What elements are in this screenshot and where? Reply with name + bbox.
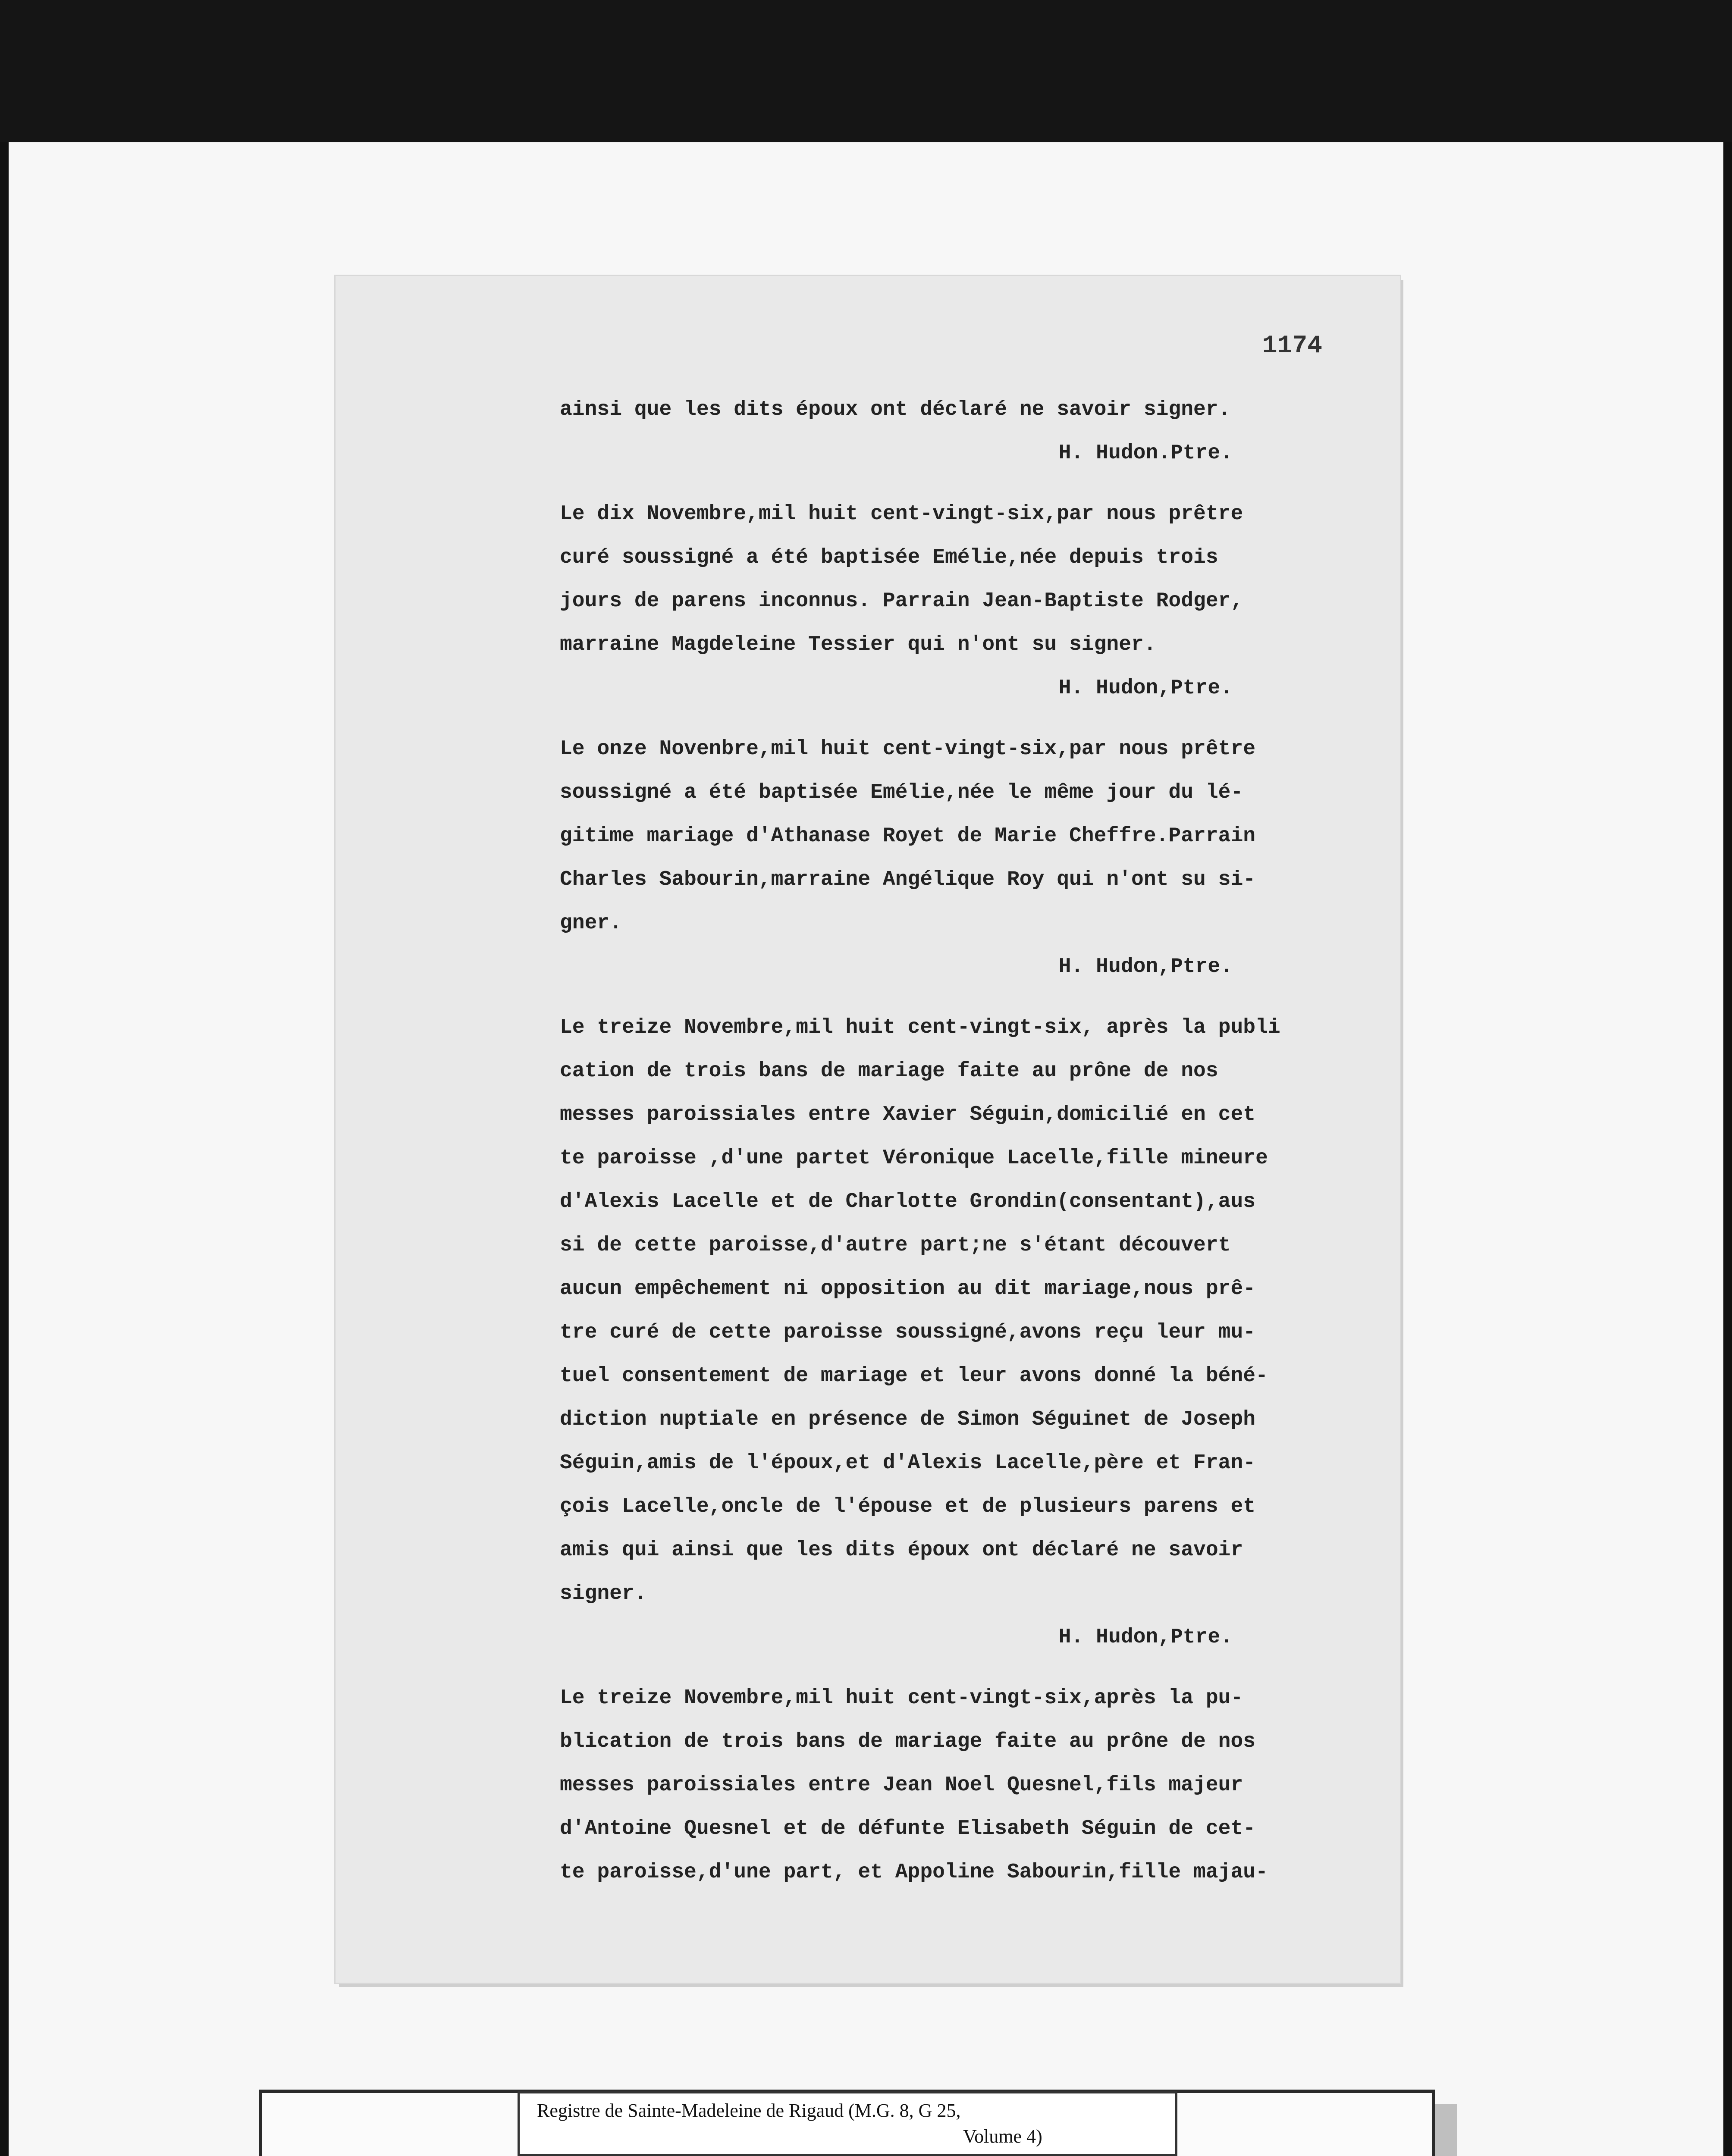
entry-text-line: d'Antoine Quesnel et de défunte Elisabeth Séguin de cet-	[560, 1817, 1256, 1840]
entry-text-line: si de cette paroisse,d'autre part;ne s'étant découvert	[560, 1234, 1231, 1257]
entry-gap	[560, 989, 1332, 1006]
entry-text-line: tre curé de cette paroisse soussigné,avons reçu leur mu-	[560, 1321, 1256, 1344]
entry-text-line: soussigné a été baptisée Emélie,née le même jour du lé-	[560, 781, 1243, 804]
register-page	[336, 276, 1400, 1983]
entry-text-line: Le onze Novenbre,mil huit cent-vingt-six,par nous prêtre	[560, 737, 1256, 761]
entry-text-line: messes paroissiales entre Jean Noel Quesnel,fils majeur	[560, 1774, 1243, 1797]
entry-text-line: ainsi que les dits époux ont déclaré ne savoir signer.	[560, 398, 1231, 421]
entry-gap	[560, 1659, 1332, 1677]
entry-text-line: d'Alexis Lacelle et de Charlotte Grondin(consentant),aus	[560, 1190, 1256, 1213]
entry-text-line: te paroisse,d'une part, et Appoline Sabourin,fille majau-	[560, 1861, 1268, 1884]
card-shadow	[1435, 2104, 1457, 2156]
signature-line: H. Hudon,Ptre.	[1058, 677, 1233, 700]
entry-text-line: çois Lacelle,oncle de l'épouse et de plusieurs parens et	[560, 1495, 1256, 1518]
entry-text-line: aucun empêchement ni opposition au dit mariage,nous prê-	[560, 1277, 1256, 1300]
entry-text-line: signer.	[560, 1582, 647, 1605]
mount-right-edge	[1723, 142, 1732, 2156]
entry-text-line: Le dix Novembre,mil huit cent-vingt-six,par nous prêtre	[560, 502, 1243, 526]
entry-text-line: Le treize Novembre,mil huit cent-vingt-six, après la publi	[560, 1016, 1280, 1039]
entry-text-line: Séguin,amis de l'époux,et d'Alexis Lacelle,père et Fran-	[560, 1451, 1256, 1475]
entry-text-line: diction nuptiale en présence de Simon Séguinet de Joseph	[560, 1408, 1256, 1431]
entry-text-line: jours de parens inconnus. Parrain Jean-Baptiste Rodger,	[560, 589, 1243, 613]
entry-text-line: curé soussigné a été baptisée Emélie,née depuis trois	[560, 546, 1218, 569]
entry-text-line: marraine Magdeleine Tessier qui n'ont su signer.	[560, 633, 1156, 656]
register-entries	[560, 388, 1332, 1894]
entry-text-line: messes paroissiales entre Xavier Séguin,domicilié en cet	[560, 1103, 1256, 1126]
entry-text-line: cation de trois bans de mariage faite au prône de nos	[560, 1059, 1218, 1083]
reference-line-1: Registre de Sainte-Madeleine de Rigaud (M.G. 8, G 25,	[537, 2100, 961, 2121]
reference-slip	[518, 2091, 1177, 2156]
entry-text-line: gitime mariage d'Athanase Royet de Marie Cheffre.Parrain	[560, 824, 1256, 848]
entry-gap	[560, 475, 1332, 492]
entry-text-line: blication de trois bans de mariage faite au prône de nos	[560, 1730, 1256, 1753]
signature-line: H. Hudon.Ptre.	[1058, 442, 1233, 465]
signature-line: H. Hudon,Ptre.	[1058, 955, 1233, 978]
signature-line: H. Hudon,Ptre.	[1058, 1626, 1233, 1649]
entry-text-line: te paroisse ,d'une partet Véronique Lacelle,fille mineure	[560, 1147, 1268, 1170]
page-number: 1174	[1262, 332, 1322, 360]
entry-text-line: amis qui ainsi que les dits époux ont déclaré ne savoir	[560, 1539, 1243, 1562]
entry-text-line: Le treize Novembre,mil huit cent-vingt-six,après la pu-	[560, 1686, 1243, 1710]
mount-left-edge	[0, 142, 9, 2156]
entry-text-line: tuel consentement de mariage et leur avons donné la béné-	[560, 1364, 1268, 1388]
film-top-band	[0, 0, 1732, 142]
entry-gap	[560, 710, 1332, 727]
entry-text-line: gner.	[560, 912, 622, 935]
reference-line-2: Volume 4)	[963, 2126, 1042, 2147]
entry-text-line: Charles Sabourin,marraine Angélique Roy qui n'ont su si-	[560, 868, 1256, 891]
